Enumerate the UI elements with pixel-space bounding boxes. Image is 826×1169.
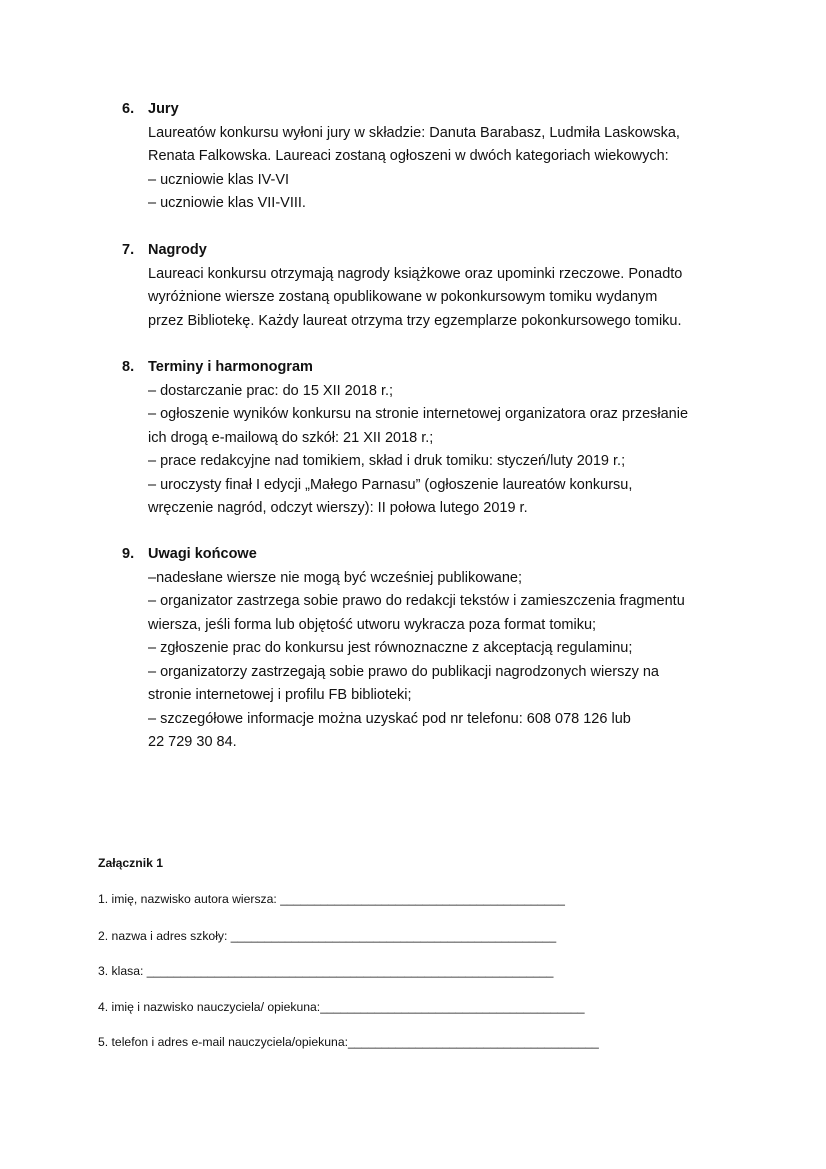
list-item: wręczenie nagród, odczyt wierszy): II połowa lutego 2019 r. xyxy=(148,500,528,516)
attachment-title: Załącznik 1 xyxy=(98,856,164,870)
section-body xyxy=(148,122,742,216)
paragraph-line: Renata Falkowska. Laureaci zostaną ogłoszeni w dwóch kategoriach wiekowych: xyxy=(148,148,669,164)
list-item: ich drogą e-mailową do szkół: 21 XII 2018 r.; xyxy=(148,429,434,446)
list-item: – dostarczanie prac: do 15 XII 2018 r.; xyxy=(148,382,394,399)
section-heading xyxy=(122,356,742,380)
list-item: wiersza, jeśli forma lub objętość utworu wykracza poza format tomiku; xyxy=(148,616,597,633)
paragraph-line: wyróżnione wiersze zostaną opublikowane w pokonkursowym tomiku wydanym xyxy=(148,289,658,305)
list-item: – organizatorzy zastrzegają sobie prawo do publikacji nagrodzonych wierszy na xyxy=(148,663,659,680)
section-body xyxy=(148,263,742,334)
list-item: – uczniowie klas VII-VIII. xyxy=(148,195,306,211)
form-field-class: 3. klasa: ____________________________________________________________ xyxy=(98,964,554,978)
form-field-author-name: 1. imię, nazwisko autora wiersza: __________________________________________ xyxy=(98,892,565,906)
paragraph-line: przez Bibliotekę. Każdy laureat otrzyma trzy egzemplarze pokonkursowego tomiku. xyxy=(148,312,682,329)
form-field-school: 2. nazwa i adres szkoły: ________________________________________________ xyxy=(98,929,557,943)
section-title: Nagrody xyxy=(148,242,207,258)
section-title: Jury xyxy=(148,101,179,117)
section-heading xyxy=(122,239,742,263)
section-number: 7. xyxy=(122,242,135,258)
form-field-teacher: 4. imię i nazwisko nauczyciela/ opiekuna:_______________________________________ xyxy=(98,1000,585,1014)
section-title: Terminy i harmonogram xyxy=(148,359,313,375)
list-item: – prace redakcyjne nad tomikiem, skład i druk tomiku: styczeń/luty 2019 r.; xyxy=(148,453,626,469)
section-prizes xyxy=(122,239,742,333)
section-body xyxy=(148,567,742,755)
section-body xyxy=(148,380,742,521)
list-item: 22 729 30 84. xyxy=(148,734,237,750)
list-item: – uroczysty finał I edycji „Małego Parnasu” (ogłoszenie laureatów konkursu, xyxy=(148,476,633,493)
section-jury xyxy=(122,98,742,216)
list-item: – organizator zastrzega sobie prawo do redakcji tekstów i zamieszczenia fragmentu xyxy=(148,593,685,609)
section-number: 6. xyxy=(122,101,135,117)
list-item: stronie internetowej i profilu FB biblioteki; xyxy=(148,687,412,703)
list-item: –nadesłane wiersze nie mogą być wcześniej publikowane; xyxy=(148,569,522,586)
list-item: – uczniowie klas IV-VI xyxy=(148,171,290,188)
list-item: – szczegółowe informacje można uzyskać pod nr telefonu: 608 078 126 lub xyxy=(148,710,631,727)
paragraph-line: Laureaci konkursu otrzymają nagrody książkowe oraz upominki rzeczowe. Ponadto xyxy=(148,265,683,282)
list-item: – ogłoszenie wyników konkursu na stronie internetowej organizatora oraz przesłanie xyxy=(148,406,689,422)
section-heading xyxy=(122,543,742,567)
section-final-remarks xyxy=(122,543,742,755)
section-number: 9. xyxy=(122,546,135,562)
section-title: Uwagi końcowe xyxy=(148,546,257,562)
section-number: 8. xyxy=(122,359,135,375)
section-schedule xyxy=(122,356,742,521)
list-item: – zgłoszenie prac do konkursu jest równoznaczne z akceptacją regulaminu; xyxy=(148,640,633,656)
form-field-contact: 5. telefon i adres e-mail nauczyciela/opiekuna:_____________________________________ xyxy=(98,1035,599,1049)
paragraph-line: Laureatów konkursu wyłoni jury w składzie: Danuta Barabasz, Ludmiła Laskowska, xyxy=(148,124,680,141)
section-heading xyxy=(122,98,742,122)
